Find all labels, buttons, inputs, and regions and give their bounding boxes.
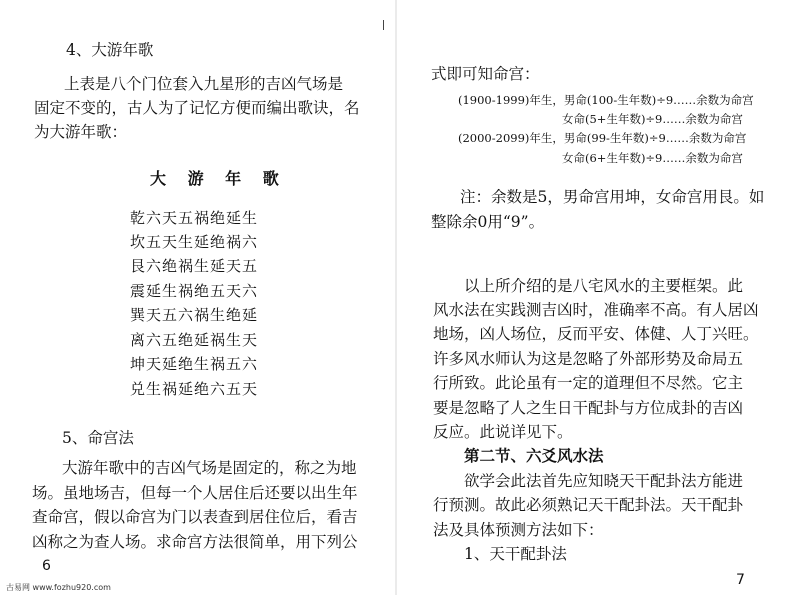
section-heading-liu-yao: 第二节、六爻风水法 (464, 446, 604, 465)
para2-line-1: 欲学会此法首先应知晓天干配卦法方能进 (464, 472, 744, 490)
formula-1: (1900-1999)年生，男命(100-生年数)÷9……余数为命宫 (458, 93, 754, 107)
formula-intro: 式即可知命宫： (431, 65, 540, 83)
formula-2: 女命(5+生年数)÷9……余数为命宫 (562, 112, 743, 126)
para1-line-2: 风水法在实践测吉凶时，准确率不高。有人居凶 (433, 301, 759, 319)
para1-line-1: 以上所介绍的是八宅风水的主要框架。此 (464, 277, 744, 295)
formula-3: (2000-2099)年生，男命(99-生年数)÷9……余数为命宫 (458, 131, 747, 145)
para2-line-4: 凶称之为查人场。求命宫方法很简单，用下列公 (32, 533, 358, 551)
song-line-3: 艮六绝祸生延天五 (130, 257, 259, 275)
para1-line-7: 反应。此说详见下。 (433, 423, 573, 441)
para1-line-2: 固定不变的，古人为了记忆方便而编出歌诀，名 (34, 99, 360, 117)
para1-line-1: 上表是八个门位套入九星形的吉凶气场是 (64, 75, 344, 93)
para1-line-3: 地场，凶人场位，反而平安、体健、人丁兴旺。 (433, 325, 759, 343)
para1-line-6: 要是忽略了人之生日干配卦与方位成卦的吉凶 (433, 399, 744, 417)
para1-line-4: 许多风水师认为这是忽略了外部形势及命局五 (433, 350, 744, 368)
song-line-7: 坤天延绝生祸五六 (130, 355, 259, 373)
para2-line-1: 大游年歌中的吉凶气场是固定的，称之为地 (62, 459, 357, 477)
para1-line-3: 为大游年歌： (34, 123, 128, 141)
sub-heading-tian-gan: 1、天干配卦法 (464, 545, 567, 563)
note-line-1: 注：余数是5，男命宫用坤，女命宫用艮。如 (460, 188, 765, 206)
left-page (0, 0, 396, 595)
song-title: 大 游 年 歌 (150, 169, 287, 188)
para2-line-2: 行预测。故此必须熟记天干配卦法。天干配卦 (433, 496, 744, 514)
page-number-left: 6 (42, 558, 51, 574)
para2-line-3: 查命宫，假以命宫为门以表查到居住位后，看吉 (32, 508, 358, 526)
heading-da-you-nian-ge: 4、大游年歌 (66, 41, 154, 59)
song-line-8: 兑生祸延绝六五天 (130, 380, 259, 398)
para1-line-5: 行所致。此论虽有一定的道理但不尽然。它主 (433, 374, 744, 392)
song-line-2: 坎五天生延绝祸六 (130, 233, 259, 251)
watermark: 古易网 www.fozhu920.com (6, 583, 111, 592)
formula-4: 女命(6+生年数)÷9……余数为命宫 (562, 151, 743, 165)
song-line-4: 震延生祸绝五天六 (130, 282, 259, 300)
para2-line-2: 场。虽地场吉，但每一个人居住后还要以出生年 (32, 484, 358, 502)
song-line-6: 离六五绝延祸生天 (130, 331, 259, 349)
song-line-5: 巽天五六祸生绝延 (130, 306, 259, 324)
right-page (396, 0, 793, 595)
section-heading-ming-gong: 5、命宫法 (62, 429, 134, 447)
note-line-2: 整除余0用“9”。 (431, 213, 545, 231)
page-number-right: 7 (736, 572, 745, 588)
para2-line-3: 法及具体预测方法如下： (433, 521, 604, 539)
song-line-1: 乾六天五祸绝延生 (130, 209, 259, 227)
